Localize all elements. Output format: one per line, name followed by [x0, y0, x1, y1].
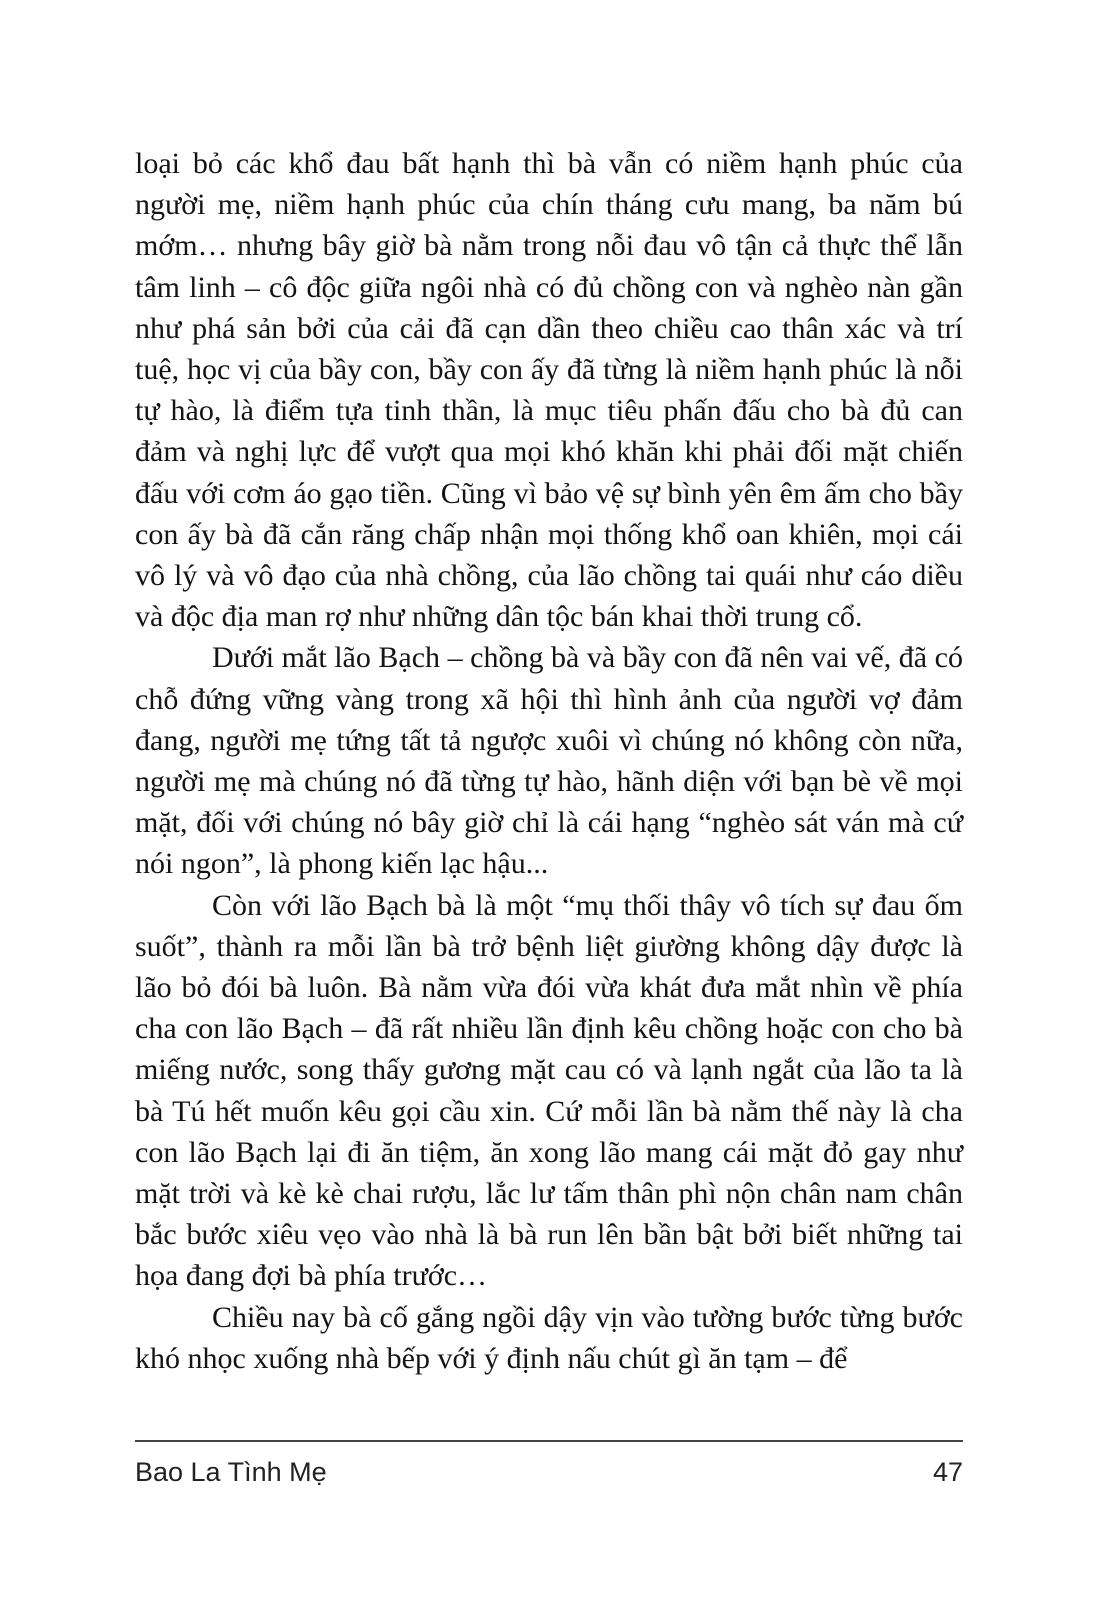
footer-book-title: Bao La Tình Mẹ: [135, 1457, 327, 1487]
paragraph-1: loại bỏ các khổ đau bất hạnh thì bà vẫn có niềm hạnh phúc của người mẹ, niềm hạnh phúc của chín tháng cưu mang, ba năm bú mớm… nhưng bây giờ bà nằm trong nỗi đau vô tận cả thực thể lẫn tâm linh – cô độc giữa ngôi nhà có đủ chồng con và nghèo nàn gần như phá sản bởi của cải đã cạn dần theo chiều cao thân xác và trí tuệ, học vị của bầy con, bầy con ấy đã từng là niềm hạnh phúc là nỗi tự hào, là điểm tựa tinh thần, là mục tiêu phấn đấu cho bà đủ can đảm và nghị lực để vượt qua mọi khó khăn khi phải đối mặt chiến đấu với cơm áo gạo tiền. Cũng vì bảo vệ sự bình yên êm ấm cho bầy con ấy bà đã cắn răng chấp nhận mọi thống khổ oan khiên, mọi cái vô lý và vô đạo của nhà chồng, của lão chồng tai quái như cáo diều và độc địa man rợ như những dân tộc bán khai thời trung cổ.: [135, 147, 963, 634]
footer-page-number: 47: [932, 1457, 963, 1487]
body-text: [135, 143, 963, 1428]
paragraph-3: Còn với lão Bạch bà là một “mụ thối thây vô tích sự đau ốm suốt”, thành ra mỗi lần bà trở bệnh liệt giường không dậy được là lão bỏ đói bà luôn. Bà nằm vừa đói vừa khát đưa mắt nhìn về phía cha con lão Bạch – đã rất nhiều lần định kêu chồng hoặc con cho bà miếng nước, song thấy gương mặt cau có và lạnh ngắt của lão ta là bà Tú hết muốn kêu gọi cầu xin. Cứ mỗi lần bà nằm thế này là cha con lão Bạch lại đi ăn tiệm, ăn xong lão mang cái mặt đỏ gay như mặt trời và kè kè chai rượu, lắc lư tấm thân phì nộn chân nam chân bắc bước xiêu vẹo vào nhà là bà run lên bần bật bởi biết những tai họa đang đợi bà phía trước…: [135, 888, 963, 1293]
page-footer: [135, 1452, 963, 1492]
paragraph-4: Chiều nay bà cố gắng ngồi dậy vịn vào tường bước từng bước khó nhọc xuống nhà bếp với ý định nấu chút gì ăn tạm – để: [135, 1300, 963, 1375]
paragraph-2: Dưới mắt lão Bạch – chồng bà và bầy con đã nên vai vế, đã có chỗ đứng vững vàng trong xã hội thì hình ảnh của người vợ đảm đang, người mẹ tứng tất tả ngược xuôi vì chúng nó không còn nữa, người mẹ mà chúng nó đã từng tự hào, hãnh diện với bạn bè về mọi mặt, đối với chúng nó bây giờ chỉ là cái hạng “nghèo sát ván mà cứ nói ngon”, là phong kiến lạc hậu...: [135, 641, 963, 881]
footer-divider: [135, 1440, 963, 1442]
